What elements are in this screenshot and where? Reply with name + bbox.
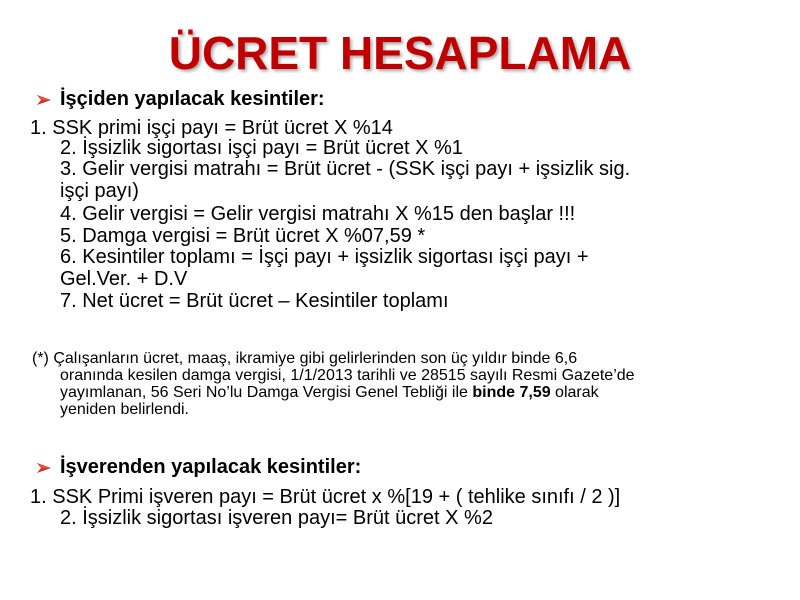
list-item: 5. Damga vergisi = Brüt ücret X %07,59 * — [60, 225, 426, 247]
list-item-continuation: işçi payı) — [60, 180, 139, 202]
section-heading-label: İşverenden yapılacak kesintiler: — [60, 456, 362, 478]
section-heading-label: İşçiden yapılacak kesintiler: — [60, 88, 325, 110]
red-arrow-bullet-icon — [36, 460, 52, 476]
footnote-line — [60, 384, 599, 402]
footnote-text: yayımlanan, 56 Seri No’lu Damga Vergisi Genel Tebliği ile — [60, 384, 473, 401]
list-item: 6. Kesintiler toplamı = İşçi payı + işsizlik sigortası işçi payı + — [60, 246, 589, 268]
list-item-continuation: Gel.Ver. + D.V — [60, 268, 188, 290]
footnote-line: yeniden belirlendi. — [60, 401, 189, 418]
list-item: 1. SSK Primi işveren payı = Brüt ücret x %[19 + ( tehlike sınıfı / 2 )] — [30, 486, 621, 508]
list-item: 3. Gelir vergisi matrahı = Brüt ücret - (SSK işçi payı + işsizlik sig. — [60, 158, 631, 180]
list-item: 1. SSK primi işçi payı = Brüt ücret X %14 — [30, 117, 393, 139]
section-heading-employer — [36, 456, 361, 479]
footnote-emphasis: binde 7,59 — [472, 384, 551, 401]
list-item: 2. İşsizlik sigortası işveren payı= Brüt ücret X %2 — [60, 507, 493, 529]
list-item: 2. İşsizlik sigortası işçi payı = Brüt ücret X %1 — [60, 137, 463, 159]
footnote-text: olarak — [550, 384, 599, 401]
section-heading-employee — [36, 88, 325, 111]
footnote-line: (*) Çalışanların ücret, maaş, ikramiye gibi gelirlerinden son üç yıldır binde 6,6 — [32, 350, 578, 367]
list-item: 4. Gelir vergisi = Gelir vergisi matrahı X %15 den başlar !!! — [60, 203, 576, 225]
red-arrow-bullet-icon — [36, 92, 52, 108]
footnote-line: oranında kesilen damga vergisi, 1/1/2013 tarihli ve 28515 sayılı Resmi Gazete’de — [60, 367, 635, 384]
list-item: 7. Net ücret = Brüt ücret – Kesintiler toplamı — [60, 290, 449, 312]
slide-title: ÜCRET HESAPLAMA — [168, 27, 632, 79]
